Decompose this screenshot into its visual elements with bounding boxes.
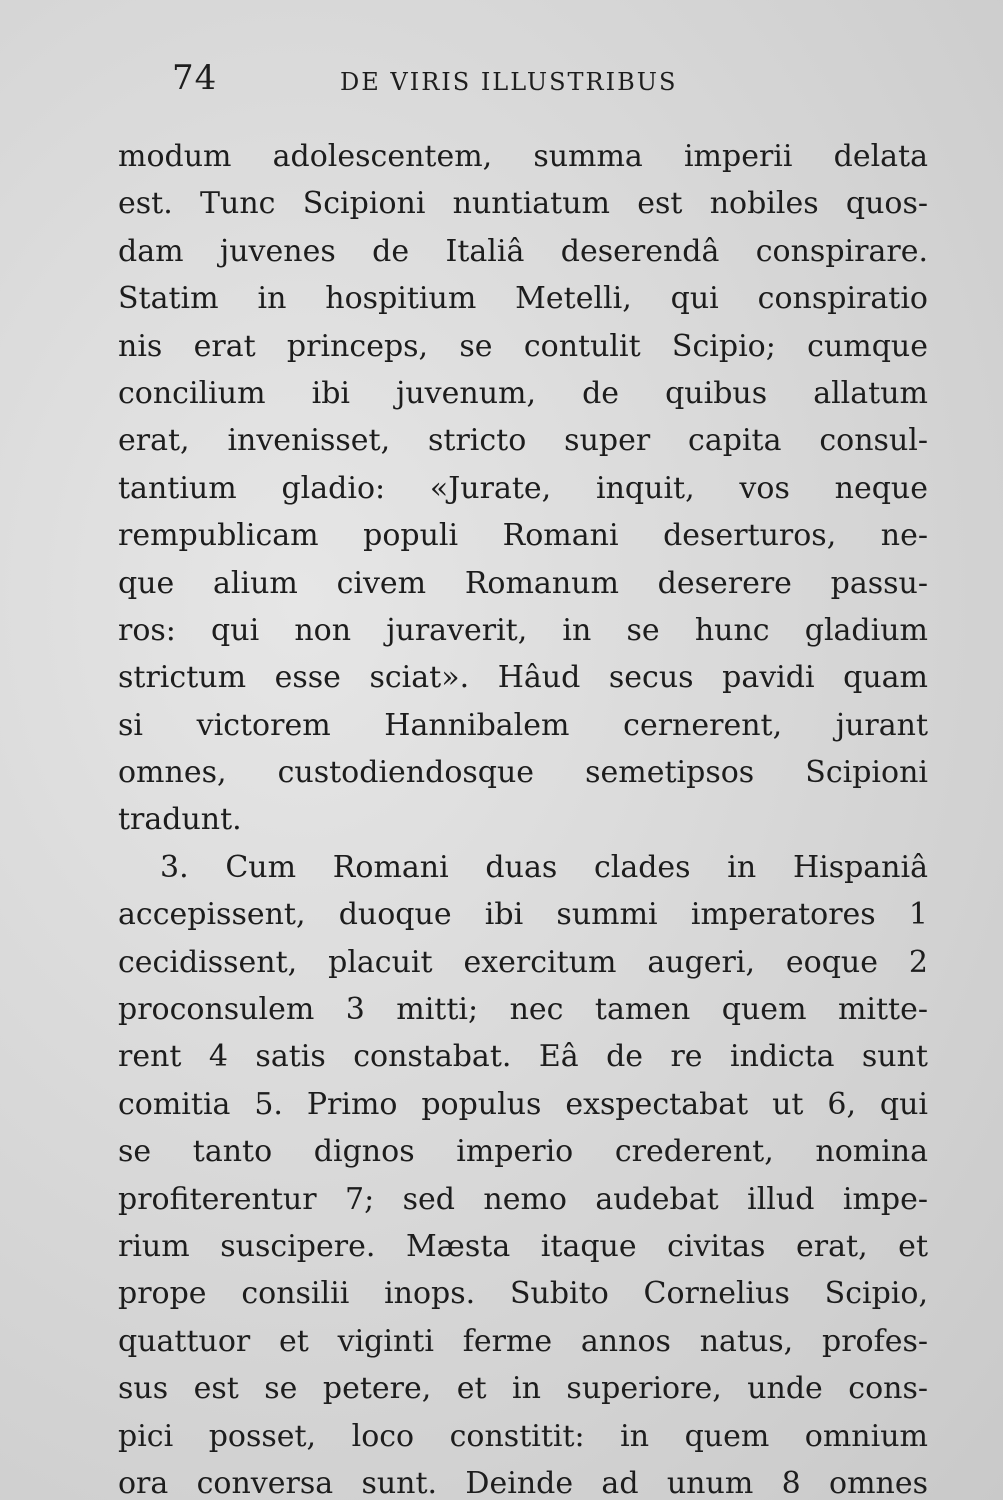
- text-line: accepissent, duoque ibi summi imperatores 1: [118, 897, 928, 933]
- text-line: tantium gladio: «Jurate, inquit, vos neque: [118, 470, 928, 506]
- text-line: prope consilii inops. Subito Cornelius Scipio,: [118, 1276, 928, 1312]
- text-line: dam juvenes de Italiâ deserendâ conspirare.: [118, 233, 928, 269]
- text-line: sus est se petere, et in superiore, unde cons-: [118, 1371, 928, 1407]
- text-line: profiterentur 7; sed nemo audebat illud impe-: [118, 1181, 928, 1217]
- text-line: omnes, custodiendosque semetipsos Scipioni: [118, 755, 928, 791]
- text-line: pici posset, loco constitit: in quem omnium: [118, 1418, 928, 1454]
- body-text: [118, 133, 928, 1500]
- text-line: proconsulem 3 mitti; nec tamen quem mitte-: [118, 992, 928, 1028]
- text-line: comitia 5. Primo populus exspectabat ut 6, qui: [118, 1086, 928, 1122]
- running-head: DE VIRIS ILLUSTRIBUS: [340, 68, 678, 96]
- text-line: si victorem Hannibalem cernerent, jurant: [118, 707, 928, 743]
- text-line: nis erat princeps, se contulit Scipio; cumque: [118, 328, 928, 364]
- text-line: modum adolescentem, summa imperii delata: [118, 139, 928, 174]
- text-line: ora conversa sunt. Deinde ad unum 8 omnes: [118, 1465, 928, 1500]
- text-line: strictum esse sciat». Hâud secus pavidi quam: [118, 660, 928, 696]
- text-line: se tanto dignos imperio crederent, nomina: [118, 1134, 928, 1170]
- text-line: rempublicam populi Romani deserturos, ne-: [118, 518, 928, 554]
- text-line: tradunt.: [118, 802, 242, 838]
- text-line: est. Tunc Scipioni nuntiatum est nobiles quos-: [118, 186, 928, 222]
- text-line: quattuor et viginti ferme annos natus, profes-: [118, 1323, 928, 1359]
- text-line: erat, invenisset, stricto super capita consul-: [118, 423, 928, 459]
- text-line: ros: qui non juraverit, in se hunc gladium: [118, 612, 928, 648]
- text-line: rium suscipere. Mæsta itaque civitas erat, et: [118, 1228, 928, 1264]
- text-line: que alium civem Romanum deserere passu-: [118, 565, 928, 601]
- text-line: 3. Cum Romani duas clades in Hispaniâ: [160, 849, 928, 885]
- page-number: 74: [172, 58, 218, 98]
- text-line: Statim in hospitium Metelli, qui conspiratio: [118, 281, 928, 317]
- text-line: concilium ibi juvenum, de quibus allatum: [118, 375, 928, 411]
- page-header: [172, 58, 732, 102]
- text-line: rent 4 satis constabat. Eâ de re indicta sunt: [118, 1039, 928, 1075]
- text-line: cecidissent, placuit exercitum augeri, eoque 2: [118, 944, 928, 980]
